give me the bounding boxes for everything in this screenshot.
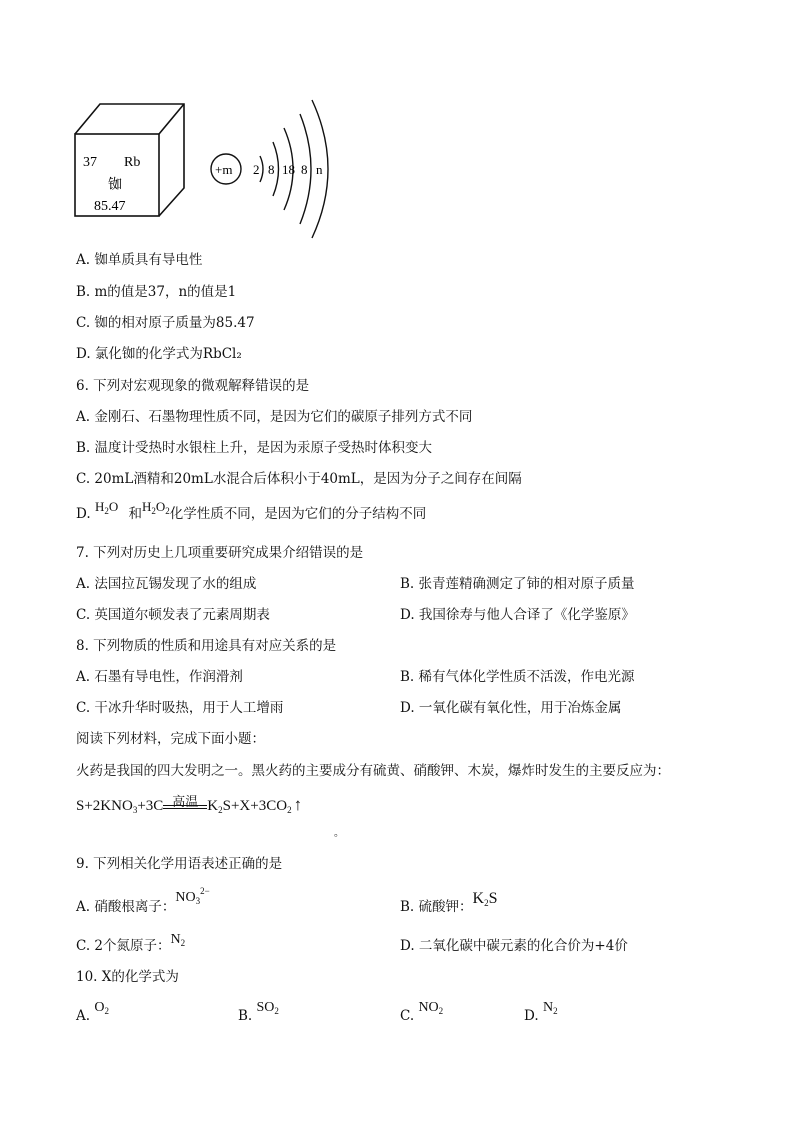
equation-reactants: $S+2KNO_3+3C$ [76,798,164,815]
q10-a-label: A. [76,1008,91,1024]
q7-option-a: A. 法国拉瓦锡发现了水的组成 [76,576,257,592]
q9-stem: 9. 下列相关化学用语表述正确的是 [76,856,283,872]
nucleus-charge: +m [215,162,233,177]
formula-h2o2: $H_2O_2$ [142,499,170,516]
q7-option-c: C. 英国道尔顿发表了元素周期表 [76,607,270,623]
formula-no2: $NO_2$ [418,1000,444,1016]
formula-o2: $O_2$ [94,1000,109,1016]
q8-option-d: D. 一氧化碳有氧化性，用于冶炼金属 [400,700,622,716]
q10-option-b [238,1000,279,1025]
rubidium-figure [60,92,350,242]
q8-option-a: A. 石墨有导电性，作润滑剂 [76,669,243,685]
atomic-mass: 85.47 [94,199,126,214]
q10-c-label: C. [400,1008,415,1024]
q10-option-a [76,1000,109,1025]
q6-d-and: 和 [128,506,143,522]
q10-b-label: B. [238,1008,253,1024]
equation-condition [163,795,207,815]
q6-d-label: D. [76,506,91,522]
q9-c-label: C. 2个氮原子： [76,938,171,954]
formula-so2: $SO_2$ [256,1000,279,1016]
q9-option-b [400,890,498,916]
q6-option-d [76,499,427,523]
q9-option-d: D. 二氧化碳中碳元素的化合价为+4价 [400,938,628,954]
formula-h2o: $H_2O$ [94,499,119,516]
atomic-number: 37 [83,155,97,170]
q10-option-d [524,1000,558,1025]
element-symbol: Rb [124,155,141,170]
q10-d-label: D. [524,1008,539,1024]
shell-3-count: 18 [282,162,295,177]
q9-b-label: B. 硫酸钾： [400,899,473,915]
q7-option-b: B. 张青莲精确测定了铈的相对原子质量 [400,576,635,592]
q5-option-c: C. 铷的相对原子质量为85.47 [76,315,255,331]
q6-stem: 6. 下列对宏观现象的微观解释错误的是 [76,378,310,394]
formula-nitrate-ion: $NO_3^{2-}$ [175,886,210,906]
shell-2-count: 8 [268,162,275,177]
shell-1-count: 2 [253,162,260,177]
q7-option-d: D. 我国徐寿与他人合译了《化学鉴原》 [400,607,635,623]
q8-stem: 8. 下列物质的性质和用途具有对应关系的是 [76,638,337,654]
element-name: 铷 [108,177,122,193]
q6-d-text: 化学性质不同，是因为它们的分子结构不同 [169,506,427,522]
q9-option-c [76,934,185,955]
q9-a-label: A. 硝酸根离子： [76,899,176,915]
gas-arrow: ↑ [293,795,303,814]
q5-option-a: A. 铷单质具有导电性 [76,252,203,268]
q10-option-c [400,1000,444,1025]
q6-option-b: B. 温度计受热时水银柱上升，是因为汞原子受热时体积变大 [76,440,433,456]
shell-5-count: n [316,162,323,177]
q5-option-d: D. 氯化铷的化学式为RbCl₂ [76,346,242,362]
reading-material: 火药是我国的四大发明之一。黑火药的主要成分有硫黄、硝酸钾、木炭，爆炸时发生的主要反应为： [76,763,670,779]
q8-option-b: B. 稀有气体化学性质不活泼，作电光源 [400,669,635,685]
shell-4-count: 8 [301,162,308,177]
q5-option-b: B. m的值是37，n的值是1 [76,284,237,300]
q7-stem: 7. 下列对历史上几项重要研究成果介绍错误的是 [76,545,364,561]
equation-period: 。 [334,828,344,839]
reading-intro: 阅读下列材料，完成下面小题： [76,731,265,747]
equation-products: $K_2S+X+3CO_2$ [207,798,292,815]
q8-option-c: C. 干冰升华时吸热，用于人工增雨 [76,700,284,716]
reaction-equation [76,795,302,815]
q9-option-a [76,886,210,916]
q6-option-a: A. 金刚石、石墨物理性质不同，是因为它们的碳原子排列方式不同 [76,409,473,425]
condition-text: 高温 [172,795,199,810]
formula-k2s: $K_2S$ [472,890,498,908]
q6-option-c: C. 20mL酒精和20mL水混合后体积小于40mL，是因为分子之间存在间隔 [76,471,522,487]
formula-n2: $N_2$ [170,932,186,948]
q10-stem: 10. X的化学式为 [76,969,179,985]
formula-n2-option: $N_2$ [542,1000,558,1016]
